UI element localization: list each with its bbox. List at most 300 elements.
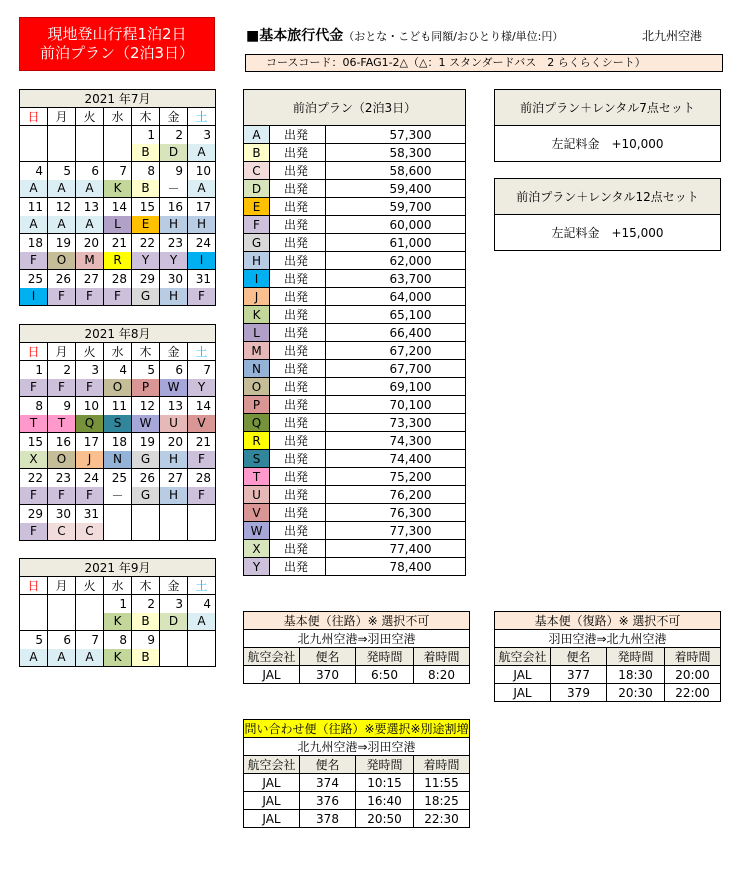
weekday-label: 土: [188, 343, 216, 361]
weekday-label: 月: [48, 343, 76, 361]
calendar-day-code: [104, 523, 132, 541]
price-row: [244, 360, 466, 378]
rental-7-set: [494, 89, 721, 162]
calendar-day-number: 11: [104, 397, 132, 415]
calendar-day-number: 28: [104, 270, 132, 288]
price-label: 出発: [270, 450, 326, 468]
calendar-day-code: S: [104, 415, 132, 433]
calendar-day-code: W: [160, 379, 188, 397]
calendar-day-code: B: [132, 180, 160, 198]
price-label: 出発: [270, 270, 326, 288]
calendar-day-code: [20, 144, 48, 162]
calendar-day-code: A: [48, 649, 76, 667]
calendar-day-number: 4: [188, 595, 216, 613]
calendar-day-number: 9: [160, 162, 188, 180]
calendar-day-number: 10: [76, 397, 104, 415]
price-code: R: [244, 432, 270, 450]
rental-price: 左記料金 +15,000: [495, 215, 721, 251]
calendar-day-code: A: [48, 180, 76, 198]
price-row: [244, 126, 466, 144]
price-row: [244, 162, 466, 180]
calendar-day-code: A: [20, 180, 48, 198]
calendar-day-number: 1: [132, 126, 160, 144]
flight-column-header: 航空会社: [244, 648, 300, 666]
calendar-day-number: 8: [132, 162, 160, 180]
flight-column-header: 便名: [551, 648, 607, 666]
calendar-day-number: [76, 126, 104, 144]
calendar-day-number: 9: [132, 631, 160, 649]
calendar-day-number: [104, 505, 132, 523]
calendar-day-code: D: [160, 144, 188, 162]
calendar-day-number: [132, 505, 160, 523]
calendar-day-code: Q: [76, 415, 104, 433]
calendar-day-number: 17: [76, 433, 104, 451]
calendar-day-code: B: [132, 144, 160, 162]
calendar-table: [19, 558, 216, 667]
price-code: O: [244, 378, 270, 396]
calendar-day-code: A: [48, 216, 76, 234]
flight-cell: 18:30: [607, 666, 665, 684]
calendar-day-number: 7: [104, 162, 132, 180]
calendar-day-code: J: [76, 451, 104, 469]
price-amount: 59,400: [326, 180, 466, 198]
calendar-day-code: D: [160, 613, 188, 631]
calendar-day-number: 29: [132, 270, 160, 288]
weekday-label: 水: [104, 108, 132, 126]
calendar-day-number: [76, 595, 104, 613]
flight-cell: JAL: [244, 666, 300, 684]
flight-row: [495, 666, 721, 684]
calendar-day-number: 28: [188, 469, 216, 487]
calendar-day-code: H: [160, 288, 188, 306]
flight-column-header: 便名: [300, 648, 356, 666]
rental-table: [494, 178, 721, 251]
price-row: [244, 288, 466, 306]
flight-cell: 377: [551, 666, 607, 684]
price-row: [244, 378, 466, 396]
calendar-day-number: 24: [76, 469, 104, 487]
calendar-day-number: 15: [132, 198, 160, 216]
calendar-day-code: F: [48, 379, 76, 397]
calendar-day-number: 1: [104, 595, 132, 613]
weekday-label: 木: [132, 108, 160, 126]
price-code: B: [244, 144, 270, 162]
flight-row: [244, 666, 470, 684]
weekday-label: 日: [20, 577, 48, 595]
calendar-day-code: E: [132, 216, 160, 234]
price-label: 出発: [270, 468, 326, 486]
calendar-day-number: 8: [20, 397, 48, 415]
price-amount: 61,000: [326, 234, 466, 252]
calendar-day-number: [20, 595, 48, 613]
calendar-day-code: C: [48, 523, 76, 541]
price-table-grid: [243, 89, 466, 576]
calendar-table: [19, 324, 216, 541]
calendar-day-code: H: [160, 487, 188, 505]
calendar-day-code: A: [76, 216, 104, 234]
calendar-day-number: 30: [48, 505, 76, 523]
weekday-label: 火: [76, 577, 104, 595]
price-amount: 70,100: [326, 396, 466, 414]
calendar-day-code: O: [48, 252, 76, 270]
price-amount: 60,000: [326, 216, 466, 234]
calendar-day-number: 20: [160, 433, 188, 451]
price-row: [244, 198, 466, 216]
rental-table: [494, 89, 721, 162]
calendar-day-number: 18: [20, 234, 48, 252]
calendar-day-number: 15: [20, 433, 48, 451]
flight-column-header: 航空会社: [244, 756, 300, 774]
calendar-day-code: [160, 523, 188, 541]
flight-cell: JAL: [244, 810, 300, 828]
calendar-day-number: 19: [48, 234, 76, 252]
calendar-day-number: 26: [132, 469, 160, 487]
calendar-table: [19, 89, 216, 306]
weekday-label: 木: [132, 577, 160, 595]
calendar-day-code: －: [104, 487, 132, 505]
banner-line-1: 現地登山行程1泊2日: [47, 25, 187, 43]
calendar-day-number: 20: [76, 234, 104, 252]
flight-cell: 18:25: [414, 792, 470, 810]
flight-column-header: 着時間: [414, 756, 470, 774]
price-amount: 58,600: [326, 162, 466, 180]
calendar-day-code: F: [20, 523, 48, 541]
price-amount: 69,100: [326, 378, 466, 396]
price-code: D: [244, 180, 270, 198]
flight-column-header: 着時間: [665, 648, 721, 666]
calendar-day-number: 12: [132, 397, 160, 415]
calendar-day-number: 5: [20, 631, 48, 649]
calendar-day-number: [188, 631, 216, 649]
calendar-day-number: 2: [132, 595, 160, 613]
price-amount: 64,000: [326, 288, 466, 306]
flight-table-title: 基本便（復路）※ 選択不可: [495, 612, 721, 630]
calendar-day-number: 11: [20, 198, 48, 216]
calendar-day-code: F: [76, 379, 104, 397]
calendar-day-code: A: [76, 649, 104, 667]
calendar-day-code: [48, 613, 76, 631]
banner-line-2: 前泊プラン（2泊3日）: [39, 44, 195, 62]
weekday-label: 金: [160, 343, 188, 361]
calendar-day-number: 14: [104, 198, 132, 216]
flight-table-title: 基本便（往路）※ 選択不可: [244, 612, 470, 630]
calendar-day-number: 31: [188, 270, 216, 288]
price-row: [244, 396, 466, 414]
calendar-day-number: 1: [20, 361, 48, 379]
calendar-august: [19, 324, 216, 541]
calendar-day-code: K: [104, 649, 132, 667]
calendar-day-code: B: [132, 613, 160, 631]
price-code: J: [244, 288, 270, 306]
calendar-day-code: [160, 649, 188, 667]
flight-cell: JAL: [244, 774, 300, 792]
flight-cell: 20:50: [356, 810, 414, 828]
price-code: V: [244, 504, 270, 522]
calendar-day-code: K: [104, 180, 132, 198]
price-code: Q: [244, 414, 270, 432]
weekday-label: 日: [20, 343, 48, 361]
calendar-day-code: F: [48, 487, 76, 505]
flight-row: [244, 792, 470, 810]
calendar-day-number: 5: [132, 361, 160, 379]
flight-cell: 8:20: [414, 666, 470, 684]
weekday-label: 木: [132, 343, 160, 361]
price-label: 出発: [270, 252, 326, 270]
calendar-day-number: 6: [76, 162, 104, 180]
flight-cell: 16:40: [356, 792, 414, 810]
flight-cell: JAL: [244, 792, 300, 810]
price-code: G: [244, 234, 270, 252]
price-label: 出発: [270, 144, 326, 162]
rental-price: 左記料金 +10,000: [495, 126, 721, 162]
calendar-day-number: 16: [160, 198, 188, 216]
calendar-day-code: O: [104, 379, 132, 397]
weekday-label: 金: [160, 577, 188, 595]
calendar-day-number: 4: [20, 162, 48, 180]
price-label: 出発: [270, 360, 326, 378]
calendar-day-number: 31: [76, 505, 104, 523]
calendar-day-code: [188, 649, 216, 667]
weekday-label: 日: [20, 108, 48, 126]
flight-table: [494, 611, 721, 702]
price-row: [244, 306, 466, 324]
weekday-label: 水: [104, 577, 132, 595]
price-label: 出発: [270, 522, 326, 540]
price-row: [244, 486, 466, 504]
calendar-day-number: [48, 595, 76, 613]
flight-cell: 10:15: [356, 774, 414, 792]
calendar-day-code: A: [188, 144, 216, 162]
inquiry-flights: [243, 719, 470, 828]
price-amount: 59,700: [326, 198, 466, 216]
price-label: 出発: [270, 540, 326, 558]
weekday-label: 火: [76, 343, 104, 361]
calendar-day-number: 21: [188, 433, 216, 451]
price-amount: 76,300: [326, 504, 466, 522]
calendar-day-number: 6: [48, 631, 76, 649]
calendar-day-number: 10: [188, 162, 216, 180]
calendar-day-code: F: [104, 288, 132, 306]
calendar-day-code: F: [76, 487, 104, 505]
calendar-day-number: 23: [48, 469, 76, 487]
price-label: 出発: [270, 162, 326, 180]
price-row: [244, 270, 466, 288]
rental-title: 前泊プラン＋レンタル12点セット: [495, 179, 721, 215]
calendar-day-number: 29: [20, 505, 48, 523]
weekday-label: 月: [48, 577, 76, 595]
flight-cell: 374: [300, 774, 356, 792]
flight-cell: 20:00: [665, 666, 721, 684]
flight-table: [243, 719, 470, 828]
calendar-day-code: H: [160, 216, 188, 234]
calendar-day-code: L: [104, 216, 132, 234]
price-row: [244, 540, 466, 558]
calendar-day-code: A: [20, 649, 48, 667]
flight-cell: JAL: [495, 666, 551, 684]
rental-12-set: [494, 178, 721, 251]
calendar-day-number: 27: [160, 469, 188, 487]
calendar-day-number: 9: [48, 397, 76, 415]
flight-route: 北九州空港⇒羽田空港: [244, 738, 470, 756]
price-amount: 67,700: [326, 360, 466, 378]
calendar-day-number: 16: [48, 433, 76, 451]
calendar-day-number: 3: [76, 361, 104, 379]
calendar-day-code: W: [132, 415, 160, 433]
calendar-day-number: 4: [104, 361, 132, 379]
calendar-day-number: 23: [160, 234, 188, 252]
price-amount: 67,200: [326, 342, 466, 360]
flight-row: [244, 810, 470, 828]
calendar-day-code: [188, 523, 216, 541]
price-code: E: [244, 198, 270, 216]
calendar-day-number: 2: [160, 126, 188, 144]
weekday-label: 月: [48, 108, 76, 126]
calendar-day-code: F: [20, 379, 48, 397]
price-label: 出発: [270, 396, 326, 414]
calendar-day-number: 25: [20, 270, 48, 288]
calendar-day-number: 8: [104, 631, 132, 649]
price-code: U: [244, 486, 270, 504]
price-amount: 65,100: [326, 306, 466, 324]
flight-column-header: 航空会社: [495, 648, 551, 666]
calendar-day-number: 18: [104, 433, 132, 451]
price-row: [244, 180, 466, 198]
price-code: M: [244, 342, 270, 360]
calendar-day-code: [132, 523, 160, 541]
calendar-title: 2021 年9月: [20, 559, 216, 577]
calendar-day-code: F: [20, 487, 48, 505]
rental-title: 前泊プラン＋レンタル7点セット: [495, 90, 721, 126]
calendar-day-code: O: [48, 451, 76, 469]
calendar-day-number: [104, 126, 132, 144]
calendar-day-number: 19: [132, 433, 160, 451]
calendar-day-code: U: [160, 415, 188, 433]
calendar-day-code: A: [188, 613, 216, 631]
calendar-day-number: 17: [188, 198, 216, 216]
price-code: W: [244, 522, 270, 540]
flight-cell: 376: [300, 792, 356, 810]
calendar-day-code: G: [132, 288, 160, 306]
calendar-day-code: －: [160, 180, 188, 198]
price-amount: 57,300: [326, 126, 466, 144]
price-row: [244, 144, 466, 162]
price-label: 出発: [270, 558, 326, 576]
price-row: [244, 504, 466, 522]
weekday-label: 火: [76, 108, 104, 126]
calendar-day-number: 6: [160, 361, 188, 379]
price-heading: [246, 25, 563, 45]
calendar-day-code: P: [132, 379, 160, 397]
calendar-day-code: A: [20, 216, 48, 234]
price-amount: 74,300: [326, 432, 466, 450]
calendar-day-number: 26: [48, 270, 76, 288]
price-code: S: [244, 450, 270, 468]
price-table: [243, 89, 466, 576]
price-row: [244, 432, 466, 450]
calendar-day-number: 21: [104, 234, 132, 252]
price-label: 出発: [270, 432, 326, 450]
calendar-day-code: G: [132, 487, 160, 505]
calendar-day-code: F: [48, 288, 76, 306]
flight-cell: 378: [300, 810, 356, 828]
calendar-day-number: 5: [48, 162, 76, 180]
calendar-day-number: 3: [188, 126, 216, 144]
price-label: 出発: [270, 234, 326, 252]
calendar-day-number: 12: [48, 198, 76, 216]
calendar-day-code: H: [160, 451, 188, 469]
calendar-day-number: 7: [188, 361, 216, 379]
flight-cell: 6:50: [356, 666, 414, 684]
calendar-day-code: V: [188, 415, 216, 433]
calendar-day-code: F: [20, 252, 48, 270]
calendar-day-code: F: [188, 288, 216, 306]
price-label: 出発: [270, 504, 326, 522]
price-row: [244, 450, 466, 468]
calendar-day-number: 14: [188, 397, 216, 415]
price-row: [244, 342, 466, 360]
price-amount: 78,400: [326, 558, 466, 576]
calendar-day-code: G: [132, 451, 160, 469]
flight-cell: 22:30: [414, 810, 470, 828]
price-heading-sub: （おとな・こども同額/おひとり様/単位:円）: [343, 30, 564, 43]
calendar-day-number: 7: [76, 631, 104, 649]
price-label: 出発: [270, 342, 326, 360]
price-row: [244, 414, 466, 432]
price-row: [244, 468, 466, 486]
price-amount: 76,200: [326, 486, 466, 504]
price-amount: 58,300: [326, 144, 466, 162]
return-flights: [494, 611, 721, 702]
price-code: H: [244, 252, 270, 270]
calendar-day-code: [104, 144, 132, 162]
calendar-july: [19, 89, 216, 306]
calendar-day-code: H: [188, 216, 216, 234]
price-row: [244, 522, 466, 540]
calendar-day-code: [20, 613, 48, 631]
flight-route: 北九州空港⇒羽田空港: [244, 630, 470, 648]
calendar-day-code: T: [20, 415, 48, 433]
flight-route: 羽田空港⇒北九州空港: [495, 630, 721, 648]
flight-cell: 20:30: [607, 684, 665, 702]
price-code: Y: [244, 558, 270, 576]
calendar-day-code: R: [104, 252, 132, 270]
calendar-day-code: F: [76, 288, 104, 306]
calendar-day-number: 3: [160, 595, 188, 613]
flight-column-header: 発時間: [607, 648, 665, 666]
calendar-day-code: C: [76, 523, 104, 541]
calendar-day-number: [160, 631, 188, 649]
plan-banner: [19, 17, 215, 71]
price-amount: 74,400: [326, 450, 466, 468]
departure-airport: 北九州空港: [642, 29, 703, 43]
price-row: [244, 558, 466, 576]
flight-row: [495, 684, 721, 702]
calendar-title: 2021 年8月: [20, 325, 216, 343]
price-code: F: [244, 216, 270, 234]
calendar-day-code: [48, 144, 76, 162]
flight-cell: 22:00: [665, 684, 721, 702]
price-amount: 77,300: [326, 522, 466, 540]
price-amount: 75,200: [326, 468, 466, 486]
calendar-day-code: A: [188, 180, 216, 198]
calendar-day-code: I: [20, 288, 48, 306]
price-amount: 66,400: [326, 324, 466, 342]
calendar-day-code: F: [188, 487, 216, 505]
price-label: 出発: [270, 288, 326, 306]
price-row: [244, 234, 466, 252]
price-code: I: [244, 270, 270, 288]
price-amount: 63,700: [326, 270, 466, 288]
